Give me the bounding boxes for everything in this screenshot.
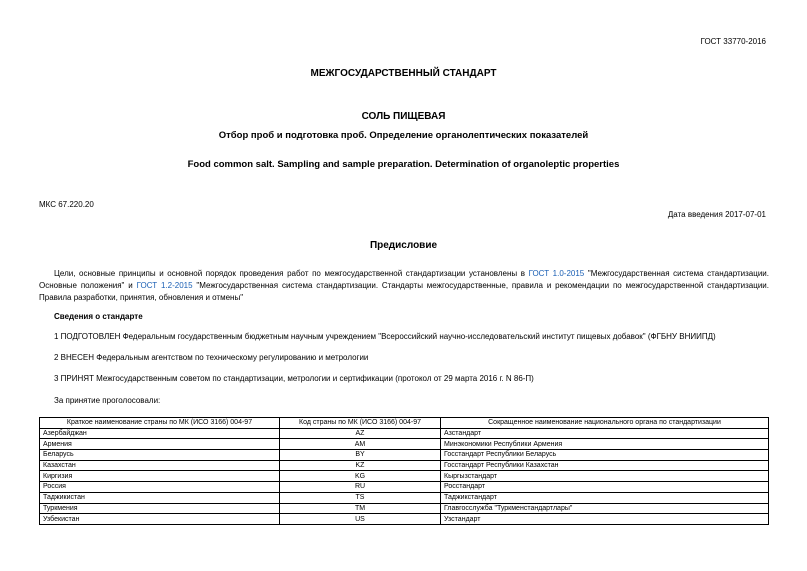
country-code: RU [280,482,441,493]
standards-body: Госстандарт Республики Казахстан [441,460,769,471]
standards-body: Госстандарт Республики Беларусь [441,450,769,461]
table-header-row [40,418,769,429]
foreword-heading: Предисловие [369,240,438,251]
standards-body: Узстандарт [441,514,769,525]
country-name: Киргизия [40,471,280,482]
country-name: Беларусь [40,450,280,461]
gost-1-2-link[interactable]: ГОСТ 1.2-2015 [136,281,193,290]
intro-text-2: "Межгосударственная система стандартизации. Основные положения" и [39,269,770,290]
header-country-name: Краткое наименование страны по МК (ИСО 3166) 004-97 [40,418,280,429]
country-code: KZ [280,460,441,471]
standards-body: Главгосслужба "Туркменстандартлары" [441,503,769,514]
table-row [40,492,769,503]
country-name: Россия [40,482,280,493]
subtitle-english: Food common salt. Sampling and sample preparation. Determination of organoleptic properties [187,159,620,170]
table-row [40,439,769,450]
header-standards-body: Сокращенное наименование национального органа по стандартизации [441,418,769,429]
standards-body: Минэкономики Республики Армения [441,439,769,450]
introduction-date: Дата введения 2017-07-01 [667,210,766,219]
country-name: Таджикистан [40,492,280,503]
voted-label: За принятие проголосовали: [54,396,161,405]
country-name: Казахстан [40,460,280,471]
country-code: AZ [280,428,441,439]
document-code: ГОСТ 33770-2016 [700,37,766,46]
subtitle-russian: Отбор проб и подготовка проб. Определение органолептических показателей [218,130,589,141]
header-country-code: Код страны по МК (ИСО 3166) 004-97 [280,418,441,429]
standard-type-heading: МЕЖГОСУДАРСТВЕННЫЙ СТАНДАРТ [310,68,497,79]
country-name: Азербайджан [40,428,280,439]
country-name: Узбекистан [40,514,280,525]
country-name: Туркмения [40,503,280,514]
table-row [40,471,769,482]
info-item-adopted: 3 ПРИНЯТ Межгосударственным советом по стандартизации, метрологии и сертификации (протокол от 29 марта 2016 г. N 86-П) [54,374,534,383]
table-row [40,450,769,461]
standards-body: Азстандарт [441,428,769,439]
table-row [40,482,769,493]
country-code: KG [280,471,441,482]
gost-1-0-link[interactable]: ГОСТ 1.0-2015 [528,269,585,278]
intro-text-1: Цели, основные принципы и основной порядок проведения работ по межгосударственной стандартизации установлены в [54,269,529,278]
standard-info-heading: Сведения о стандарте [54,312,143,321]
country-code: TM [280,503,441,514]
foreword-intro-paragraph [39,268,769,304]
country-code: US [280,514,441,525]
info-item-submitted: 2 ВНЕСЕН Федеральным агентством по техническому регулированию и метрологии [54,353,369,362]
standards-body: Таджикстандарт [441,492,769,503]
country-code: TS [280,492,441,503]
table-row [40,503,769,514]
standards-body: Кыргызстандарт [441,471,769,482]
intro-text-3: "Межгосударственная система стандартизации. Стандарты межгосударственные, правила и рекомендации по межгосударственной стандартизации. Правила разработки, принятия, обновления и отмены" [39,281,769,302]
country-code: BY [280,450,441,461]
table-row [40,460,769,471]
document-title: СОЛЬ ПИЩЕВАЯ [361,111,446,122]
standards-body: Росстандарт [441,482,769,493]
voting-countries-table [39,417,769,525]
country-name: Армения [40,439,280,450]
table-row [40,514,769,525]
country-code: AM [280,439,441,450]
mks-code: МКС 67.220.20 [39,200,94,209]
info-item-prepared: 1 ПОДГОТОВЛЕН Федеральным государственным бюджетным научным учреждением "Всероссийский научно-исследовательский институт пищевых добавок" (ФГБНУ ВНИИПД) [54,332,716,341]
table-row [40,428,769,439]
